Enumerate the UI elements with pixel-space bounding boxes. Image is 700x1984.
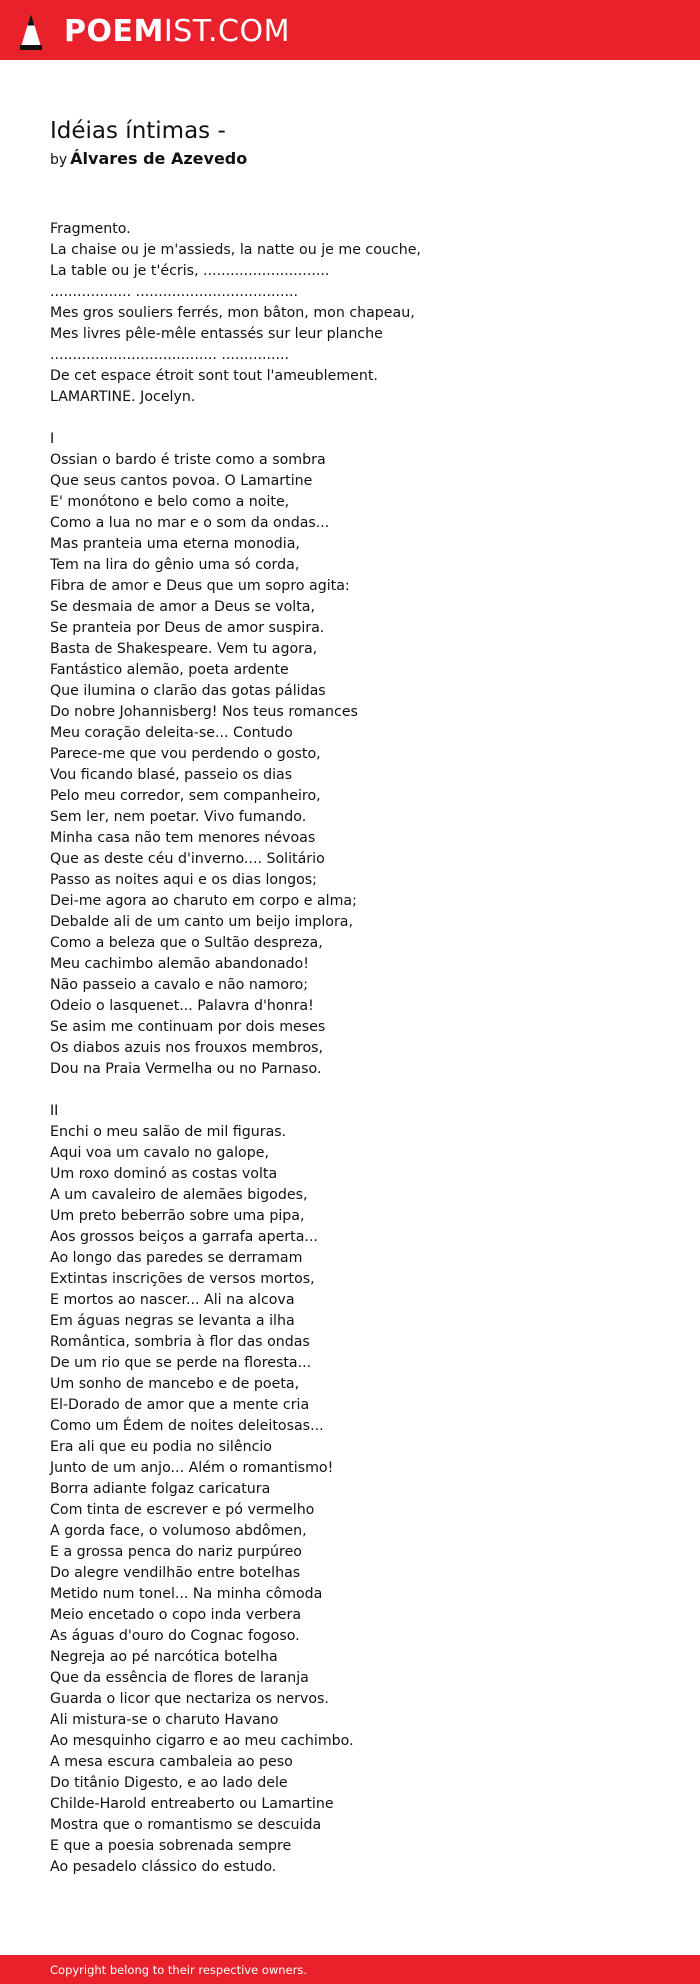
poem-line: Do alegre vendilhão entre botelhas [50,1565,301,1581]
poem-line: Mes livres pêle-mêle entassés sur leur planche [50,326,383,342]
poem-line: Pelo meu corredor, sem companheiro, [50,788,321,804]
poem-line: Um roxo dominó as costas volta [50,1166,278,1182]
copyright-notice: Copyright belong to their respective owners. [50,1963,308,1977]
poem-line: Dei-me agora ao charuto em corpo e alma; [50,893,357,909]
poem-line: Do titânio Digesto, e ao lado dele [50,1775,288,1791]
site-logo-link[interactable] [18,12,290,52]
site-footer [0,1955,700,1984]
poem-line: Borra adiante folgaz caricatura [50,1481,271,1497]
poem-line: Ao longo das paredes se derramam [50,1250,303,1266]
poem-line: Aos grossos beiços a garrafa aperta... [50,1229,318,1245]
poem-line: Do nobre Johannisberg! Nos teus romances [50,704,358,720]
site-header [0,0,700,60]
poem-line: Guarda o licor que nectariza os nervos. [50,1691,329,1707]
poem-line: De um rio que se perde na floresta... [50,1355,312,1371]
logo-bold-part: POEM [64,14,164,49]
poem-line: Metido num tonel... Na minha cômoda [50,1586,323,1602]
poem-line: LAMARTINE. Jocelyn. [50,389,196,405]
poem-line: Extintas inscrições de versos mortos, [50,1271,315,1287]
poem-line: Debalde ali de um canto um beijo implora, [50,914,353,930]
poem-line: .................. .................................... [50,284,299,300]
poem-line: Ao pesadelo clássico do estudo. [50,1859,277,1875]
poem-line: Um preto beberrão sobre uma pipa, [50,1208,305,1224]
poem-line: Que da essência de flores de laranja [50,1670,309,1686]
poem-line: ..................................... ............... [50,347,290,363]
poem-line: Que ilumina o clarão das gotas pálidas [50,683,326,699]
poem-header [50,116,650,171]
poem-line: Não passeio a cavalo e não namoro; [50,977,309,993]
poem-line: Fragmento. [50,221,131,237]
poem-line: II [50,1103,59,1119]
poem-line: Minha casa não tem menores névoas [50,830,316,846]
poem-line: Como a beleza que o Sultão despreza, [50,935,323,951]
poem-line: Sem ler, nem poetar. Vivo fumando. [50,809,307,825]
poem-line: Enchi o meu salão de mil figuras. [50,1124,287,1140]
poem-line: Fantástico alemão, poeta ardente [50,662,289,678]
poem-line: E mortos ao nascer... Ali na alcova [50,1292,295,1308]
poem-line: Mes gros souliers ferrés, mon bâton, mon chapeau, [50,305,415,321]
poem-line: I [50,431,55,447]
poem-line: Em águas negras se levanta a ilha [50,1313,295,1329]
stanza-break [50,1080,650,1101]
poem-line: A mesa escura cambaleia ao peso [50,1754,293,1770]
poem-line: Que as deste céu d'inverno.... Solitário [50,851,325,867]
poem-line: As águas d'ouro do Cognac fogoso. [50,1628,300,1644]
site-logo-text [64,12,290,52]
poem-line: Que seus cantos povoa. O Lamartine [50,473,313,489]
poem-line: Fibra de amor e Deus que um sopro agita: [50,578,350,594]
poem-line: Junto de um anjo... Além o romantismo! [50,1460,334,1476]
poem-line: Passo as noites aqui e os dias longos; [50,872,317,888]
poem-line: Meio encetado o copo inda verbera [50,1607,302,1623]
byline [50,148,650,171]
poem-line: Vou ficando blasé, passeio os dias [50,767,293,783]
poem-line: Meu cachimbo alemão abandonado! [50,956,309,972]
poem-line: Se desmaia de amor a Deus se volta, [50,599,315,615]
poem-line: Como um Édem de noites deleitosas... [50,1418,324,1434]
poem-line: E a grossa penca do nariz purpúreo [50,1544,302,1560]
poem-line: Mostra que o romantismo se descuida [50,1817,322,1833]
poem-line: Ao mesquinho cigarro e ao meu cachimbo. [50,1733,354,1749]
author-link[interactable]: Álvares de Azevedo [70,149,248,168]
poem-line: Meu coração deleita-se... Contudo [50,725,293,741]
poem-line: E que a poesia sobrenada sempre [50,1838,292,1854]
poem-line: Romântica, sombria à flor das ondas [50,1334,310,1350]
poem-line: A um cavaleiro de alemães bigodes, [50,1187,308,1203]
poem-line: Ali mistura-se o charuto Havano [50,1712,279,1728]
poem-line: Odeio o lasquenet... Palavra d'honra! [50,998,314,1014]
by-label: by [50,152,68,168]
poem-line: De cet espace étroit sont tout l'ameublement. [50,368,378,384]
poem-line: Dou na Praia Vermelha ou no Parnaso. [50,1061,322,1077]
poem-line: Como a lua no mar e o som da ondas... [50,515,330,531]
poem-line: Se pranteia por Deus de amor suspira. [50,620,325,636]
poem-line: La table ou je t'écris, ............................ [50,263,330,279]
poem-line: A gorda face, o volumoso abdômen, [50,1523,307,1539]
poem-line: Parece-me que vou perdendo o gosto, [50,746,321,762]
poem-line: Mas pranteia uma eterna monodia, [50,536,300,552]
poem-line: Com tinta de escrever e pó vermelho [50,1502,315,1518]
poem-line: E' monótono e belo como a noite, [50,494,290,510]
poem-line: Era ali que eu podia no silêncio [50,1439,272,1455]
poem-title: Idéias íntimas - [50,118,226,144]
poem-line: El-Dorado de amor que a mente cria [50,1397,310,1413]
poem-line: Childe-Harold entreaberto ou Lamartine [50,1796,334,1812]
poem-body [50,219,650,1878]
stanza-break [50,408,650,429]
poem-line: Se asim me continuam por dois meses [50,1019,326,1035]
poem-line: Aqui voa um cavalo no galope, [50,1145,269,1161]
poem-line: Negreja ao pé narcótica botelha [50,1649,278,1665]
poem-line: Basta de Shakespeare. Vem tu agora, [50,641,318,657]
logo-light-part: IST.COM [163,14,290,49]
poem-line: La chaise ou je m'assieds, la natte ou je me couche, [50,242,421,258]
poem-line: Um sonho de mancebo e de poeta, [50,1376,300,1392]
poem-line: Tem na lira do gênio uma só corda, [50,557,300,573]
poem-line: Ossian o bardo é triste como a sombra [50,452,326,468]
poem-line: Os diabos azuis nos frouxos membros, [50,1040,324,1056]
pencil-tip-icon [18,12,44,52]
